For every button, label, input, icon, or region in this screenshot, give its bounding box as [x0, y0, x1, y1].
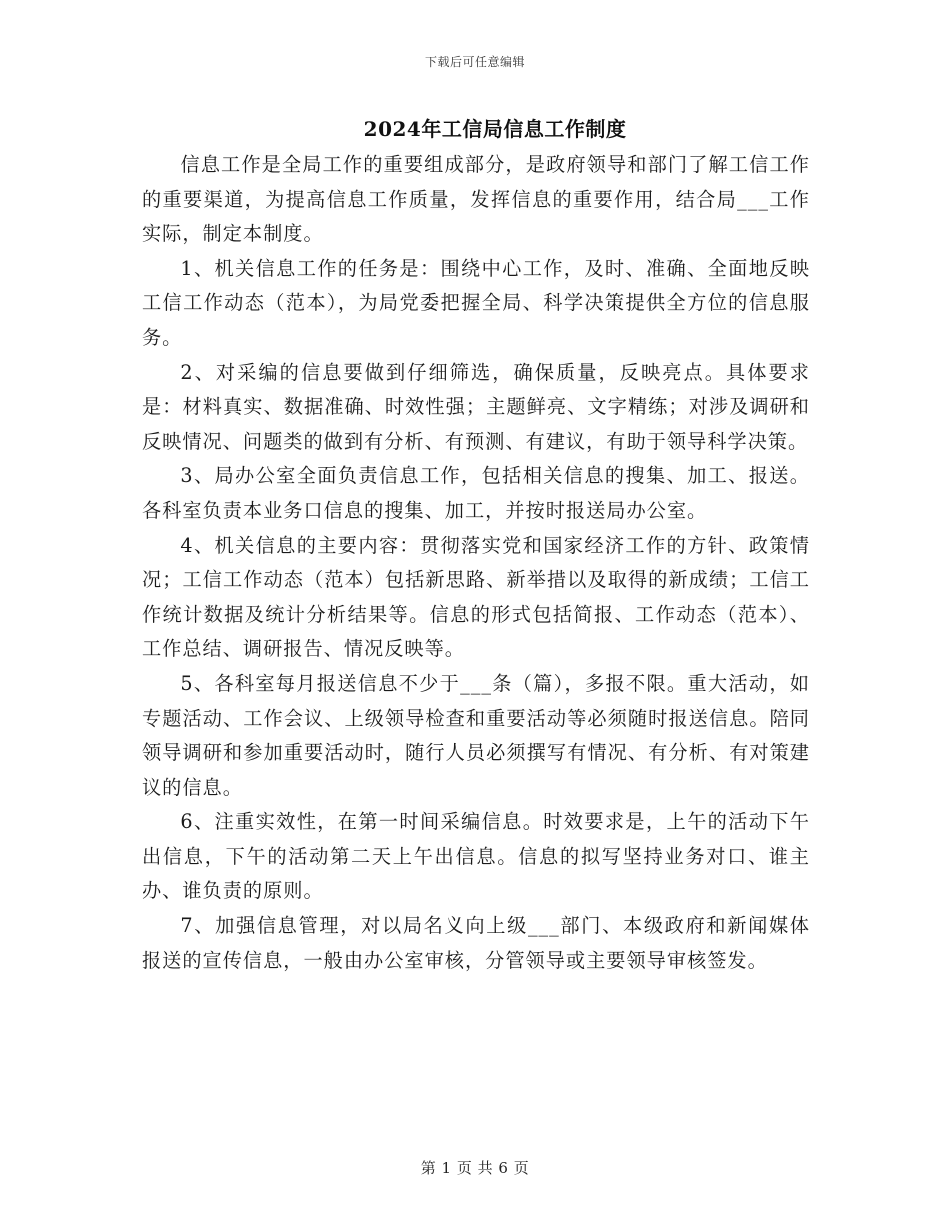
header-note: 下载后可任意编辑 — [424, 55, 525, 69]
paragraph-3: 3、局办公室全面负责信息工作，包括相关信息的搜集、加工、报送。各科室负责本业务口信息的搜集、加工，并按时报送局办公室。 — [142, 464, 810, 522]
paragraph-6: 6、注重实效性，在第一时间采编信息。时效要求是，上午的活动下午出信息，下午的活动第二天上午出信息。信息的拟写坚持业务对口、谁主办、谁负责的原则。 — [142, 810, 810, 903]
paragraph-2: 2、对采编的信息要做到仔细筛选，确保质量，反映亮点。具体要求是：材料真实、数据准确、时效性强；主题鲜亮、文字精练；对涉及调研和反映情况、问题类的做到有分析、有预测、有建议，有助于领导科学决策。 — [142, 360, 810, 453]
page-number: 第 1 页 共 6 页 — [420, 1159, 530, 1177]
paragraph-5: 5、各科室每月报送信息不少于___条（篇），多报不限。重大活动，如专题活动、工作会议、上级领导检查和重要活动等必须随时报送信息。陪同领导调研和参加重要活动时，随行人员必须撰写有情况、有分析、有对策建议的信息。 — [142, 671, 810, 799]
paragraph-4: 4、机关信息的主要内容：贯彻落实党和国家经济工作的方针、政策情况；工信工作动态（范本）包括新思路、新举措以及取得的新成绩；工信工作统计数据及统计分析结果等。信息的形式包括简报、工作动态（范本）、工作总结、调研报告、情况反映等。 — [142, 533, 810, 661]
paragraph-7: 7、加强信息管理，对以局名义向上级___部门、本级政府和新闻媒体报送的宣传信息，一般由办公室审核，分管领导或主要领导审核签发。 — [142, 914, 810, 972]
paragraph-intro: 信息工作是全局工作的重要组成部分，是政府领导和部门了解工信工作的重要渠道，为提高信息工作质量，发挥信息的重要作用，结合局___工作实际，制定本制度。 — [142, 153, 810, 246]
document-title: 2024年工信局信息工作制度 — [363, 117, 627, 141]
paragraph-1: 1、机关信息工作的任务是：围绕中心工作，及时、准确、全面地反映工信工作动态（范本），为局党委把握全局、科学决策提供全方位的信息服务。 — [142, 256, 810, 349]
document-body — [142, 148, 810, 978]
